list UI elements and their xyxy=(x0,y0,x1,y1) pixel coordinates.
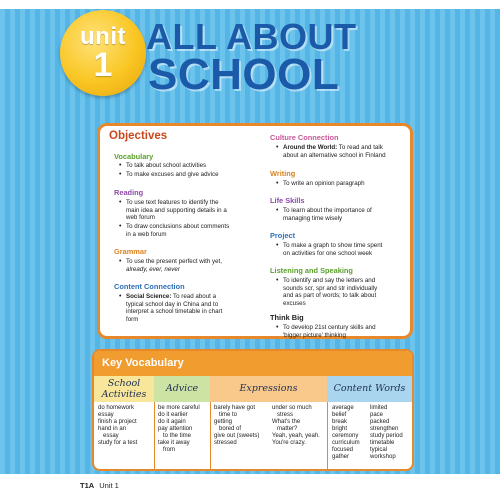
reading-item: • To use text features to identify the xyxy=(119,199,219,206)
col-head-line: Expressions xyxy=(239,383,298,394)
vocab-word: You're crazy. xyxy=(272,440,306,446)
vocab-word: workshop xyxy=(370,454,396,460)
top-margin xyxy=(0,0,500,9)
culture-connection-cont: about an alternative school in Finland xyxy=(283,151,386,159)
vocab-word: give out (sweets) xyxy=(214,433,260,439)
vocab-word: curriculum xyxy=(332,440,360,446)
content-connection-cont: typical school day in China and to xyxy=(126,300,219,308)
vocab-word: timetable xyxy=(370,440,395,446)
vocab-word: hand in an xyxy=(98,426,127,432)
project-item: • To make a graph to show time spent xyxy=(276,242,383,249)
unit-number: 1 xyxy=(93,46,113,84)
col-head-line: Activities xyxy=(101,389,147,400)
content-connection-item: • Social Science: To read about a xyxy=(119,293,217,300)
vocab-word: essay xyxy=(103,433,119,439)
listening-speaking-item: • To identify and say the letters and xyxy=(276,277,376,284)
content-connection-cont: form xyxy=(126,315,139,323)
vocab-word: strengthen xyxy=(370,426,399,432)
col-school-activities-head xyxy=(94,376,154,402)
vocab-word: Yeah, yeah, yeah. xyxy=(272,433,320,439)
vocab-word: from xyxy=(163,447,175,453)
vocab-word: stress xyxy=(277,412,294,418)
vocab-word: under so much xyxy=(272,405,312,411)
footer-unit-label: Unit 1 xyxy=(99,481,119,490)
column-divider xyxy=(327,402,328,471)
vocab-word: stressed xyxy=(214,440,237,446)
page-footer xyxy=(80,481,119,490)
vocab-word: do it earlier xyxy=(158,412,188,418)
vocab-word: pay attention xyxy=(158,426,193,432)
culture-connection-item: • Around the World: To read and talk xyxy=(276,144,383,151)
culture-connection-heading: Culture Connection xyxy=(270,133,339,142)
writing-heading: Writing xyxy=(270,169,296,178)
vocab-word: belief xyxy=(332,412,347,418)
col-expressions-head xyxy=(210,376,327,402)
vocab-word: limited xyxy=(370,405,388,411)
grammar-heading: Grammar xyxy=(114,247,147,256)
vocabulary-item: • To talk about school activities xyxy=(119,162,207,169)
bottom-margin xyxy=(0,474,500,500)
reading-heading: Reading xyxy=(114,188,144,197)
vocab-word: pace xyxy=(370,412,384,418)
vocab-word: finish a project xyxy=(98,419,137,425)
vocab-word: matter? xyxy=(277,426,298,432)
vocab-word: bored of xyxy=(219,426,242,432)
column-divider xyxy=(154,402,155,471)
life-skills-heading: Life Skills xyxy=(270,196,305,205)
reading-item-cont: in a web forum xyxy=(126,230,167,238)
life-skills-item: • To learn about the importance of xyxy=(276,207,372,214)
vocab-word: getting xyxy=(214,419,233,425)
column-divider xyxy=(210,402,211,471)
unit-badge xyxy=(60,10,146,96)
vocab-word: typical xyxy=(370,447,388,453)
col-head-line: Content Words xyxy=(333,383,406,394)
vocab-word: essay xyxy=(98,412,114,418)
vocab-word: break xyxy=(332,419,348,425)
grammar-item: • To use the present perfect with yet, xyxy=(119,258,222,265)
vocab-word: be more careful xyxy=(158,405,200,411)
vocab-word: average xyxy=(332,405,354,411)
vocab-word: time to xyxy=(219,412,238,418)
grammar-item-cont: already, ever, never xyxy=(126,265,180,273)
project-heading: Project xyxy=(270,231,296,240)
vocab-word: ceremony xyxy=(332,433,359,439)
vocab-word: do it again xyxy=(158,419,186,425)
writing-item: • To write an opinion paragraph xyxy=(276,180,365,187)
vocab-word: focused xyxy=(332,447,354,453)
objectives-panel xyxy=(97,123,413,339)
project-cont: on activities for one school week xyxy=(283,249,373,257)
unit-word: unit xyxy=(80,23,126,50)
footer-page-code: T1A xyxy=(80,481,95,490)
vocabulary-item: • To make excuses and give advice xyxy=(119,171,219,178)
vocab-word: study period xyxy=(370,433,403,439)
objectives-heading: Objectives xyxy=(109,130,168,142)
col-advice-head xyxy=(154,376,210,402)
listening-speaking-heading: Listening and Speaking xyxy=(270,266,353,275)
vocab-word: gather xyxy=(332,454,350,460)
reading-item-cont: web forum xyxy=(126,214,155,221)
vocab-word: barely have got xyxy=(214,405,256,411)
life-skills-cont: managing time wisely xyxy=(283,214,343,222)
think-big-cont: 'bigger picture' thinking xyxy=(283,331,346,339)
content-connection-cont: interpret a school timetable in chart xyxy=(126,308,223,315)
listening-speaking-cont: and as part of words; to talk about xyxy=(283,292,377,299)
col-head-line: Advice xyxy=(165,383,199,394)
vocab-word: take it away xyxy=(158,440,190,446)
vocab-word: bright xyxy=(332,426,348,432)
page-title-line2: SCHOOL xyxy=(148,50,340,99)
key-vocabulary-header xyxy=(94,351,412,376)
vocab-word: study for a test xyxy=(98,440,138,446)
col-head-line: School xyxy=(107,378,141,389)
vocab-word: packed xyxy=(370,419,390,425)
key-vocabulary-title: Key Vocabulary xyxy=(102,357,184,369)
think-big-heading: Think Big xyxy=(270,313,304,322)
vocabulary-heading: Vocabulary xyxy=(114,152,154,161)
col-content-words-head xyxy=(327,376,412,402)
think-big-item: • To develop 21st century skills and xyxy=(276,324,376,331)
content-connection-heading: Content Connection xyxy=(114,282,185,291)
vocab-word: do homework xyxy=(98,405,135,411)
reading-item-cont: main idea and supporting details in a xyxy=(126,206,227,214)
vocab-word: to the time xyxy=(163,433,192,439)
listening-speaking-cont: sounds scr, spr and str individually xyxy=(283,284,378,292)
reading-item: • To draw conclusions about comments xyxy=(119,223,230,230)
page-title-line1: ALL ABOUT xyxy=(146,16,357,57)
key-vocabulary-panel xyxy=(92,349,414,471)
listening-speaking-cont: excuses xyxy=(283,299,306,307)
vocab-word: What's the xyxy=(272,419,301,425)
